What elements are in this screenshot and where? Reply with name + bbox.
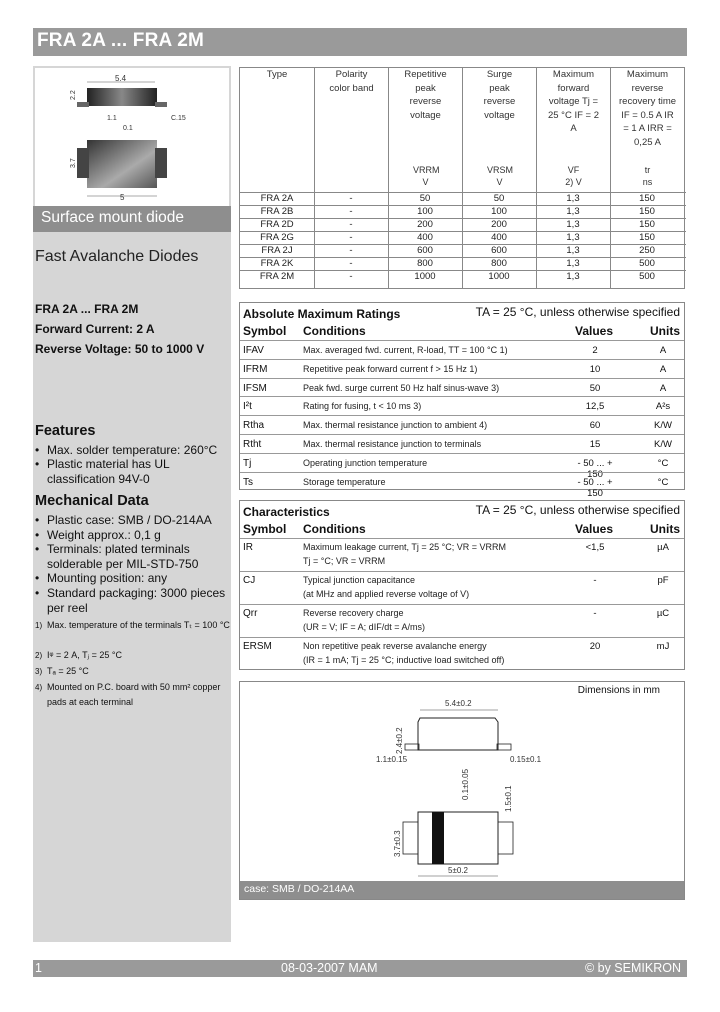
mech-item: • Plastic case: SMB / DO-214AA <box>35 513 212 527</box>
product-subtitle: Fast Avalanche Diodes <box>35 248 199 265</box>
characteristic-val: - <box>593 608 597 619</box>
mech-item: • Standard packaging: 3000 pieces per reel <box>35 586 226 615</box>
table-cell: 150 <box>639 232 655 243</box>
table-cell: 400 <box>417 232 433 243</box>
symbol-vf: VF 2) V <box>565 165 582 187</box>
dim-c: C.15 <box>171 115 186 122</box>
table-cell: 1000 <box>488 271 510 282</box>
table-cell: FRA 2D <box>260 219 294 230</box>
footnote: 4) Mounted on P.C. board with 50 mm² copper pads at each terminal <box>35 682 221 707</box>
abs-max-table <box>239 302 685 499</box>
characteristic-text: Non repetitive peak reverse avalanche energy <box>303 641 487 651</box>
dim-c-label: 0.15±0.1 <box>510 755 542 764</box>
footnote: 1) Max. temperature of the terminals Tₜ = 100 °C <box>35 620 230 630</box>
table-cell: 600 <box>491 245 507 256</box>
rating-val: - 50 ... + 150 <box>577 457 613 480</box>
table-cell: 200 <box>491 219 507 230</box>
characteristic-unit: pF <box>657 575 669 586</box>
rating-sym: I²t <box>243 401 252 413</box>
rating-text: Repetitive peak forward current f > 15 Hz 1) <box>303 363 478 374</box>
header-symbol: Symbol <box>243 522 287 536</box>
rating-sym: IFAV <box>243 345 264 356</box>
header-values: Values <box>575 522 614 536</box>
table-cell: - <box>349 271 353 282</box>
abs-max-title: Absolute Maximum Ratings <box>243 307 401 321</box>
rating-unit: K/W <box>654 439 672 450</box>
rating-text: Max. thermal resistance junction to ambient 4) <box>303 420 488 431</box>
header-type: Type <box>266 69 288 80</box>
table-row <box>240 270 686 283</box>
title-bar <box>33 28 687 56</box>
rating-val: 2 <box>592 345 598 356</box>
dim-bottom-label: 5±0.2 <box>448 866 468 875</box>
table-cell: FRA 2B <box>260 206 294 217</box>
rating-sym: IFSM <box>243 382 267 394</box>
case-label: case: SMB / DO-214AA <box>240 881 684 899</box>
rating-sym: IFRM <box>243 363 268 375</box>
table-cell: 150 <box>639 193 655 204</box>
characteristic-val: 20 <box>589 641 601 652</box>
header-conditions: Conditions <box>303 522 366 536</box>
table-cell: 250 <box>639 245 655 256</box>
rating-unit: A²s <box>655 401 671 413</box>
rating-unit: A <box>659 345 667 356</box>
header-polarity: Polarity color band <box>329 69 374 94</box>
rating-sym: Tj <box>243 457 252 469</box>
table-cell: FRA 2M <box>259 271 295 282</box>
rating-unit: °C <box>657 457 669 469</box>
table-cell: 150 <box>639 219 655 230</box>
table-cell: 50 <box>493 193 505 204</box>
footnote: 2) Iᵠ = 2 A, Tⱼ = 25 °C <box>35 650 123 660</box>
rating-text: Rating for fusing, t < 10 ms 3) <box>303 401 422 412</box>
rating-text: Operating junction temperature <box>303 457 428 468</box>
dim-lead-label: 1.1±0.15 <box>376 755 408 764</box>
table-cell: - <box>349 258 353 269</box>
rating-row <box>240 359 684 378</box>
rating-sym: Rtht <box>243 439 262 450</box>
table-cell: - <box>349 206 353 217</box>
dim-top: 5.4 <box>115 74 127 83</box>
characteristic-sym: ERSM <box>243 641 272 652</box>
characteristics-condition: TA = 25 °C, unless otherwise specified <box>475 503 680 517</box>
rating-row <box>240 340 684 359</box>
dim-lead: 1.1 <box>107 115 117 122</box>
table-cell: 800 <box>491 258 507 269</box>
rating-row <box>240 453 684 480</box>
rating-val: 10 <box>589 363 601 375</box>
header-units: Units <box>650 522 680 536</box>
rating-unit: A <box>659 382 667 394</box>
characteristic-row <box>240 538 684 571</box>
rating-val: - 50 ... + 150 <box>577 476 613 499</box>
symbol-vrrm: VRRM V <box>413 165 440 187</box>
rating-row <box>240 396 684 415</box>
characteristics-table <box>239 500 685 670</box>
characteristic-row <box>240 637 684 670</box>
symbol-trr: tr ns <box>642 165 653 187</box>
surface-mount-label: Surface mount diode <box>33 206 231 232</box>
rating-row <box>240 472 684 499</box>
rating-text: Storage temperature <box>303 476 386 487</box>
dim-height-label: 2.4±0.2 <box>395 727 404 754</box>
table-cell: FRA 2G <box>260 232 294 243</box>
dimensions-title: Dimensions in mm <box>577 685 660 696</box>
table-row <box>240 231 686 244</box>
header-vf: Maximum forward voltage Tj = 25 °C IF = 2 A <box>547 69 600 134</box>
spec-forward-current: Forward Current: 2 A <box>35 322 155 336</box>
rating-unit: A <box>659 363 667 375</box>
dim-lead2: 0.1 <box>123 125 133 132</box>
table-cell: 100 <box>417 206 433 217</box>
footnote: 3) Tₐ = 25 °C <box>35 666 89 676</box>
dimension-drawing <box>240 682 684 882</box>
header-conditions: Conditions <box>303 324 366 338</box>
table-cell: 150 <box>639 206 655 217</box>
rating-val: 15 <box>589 439 601 450</box>
mech-item: • Terminals: plated terminals solderable per MIL-STD-750 <box>35 542 199 571</box>
table-cell: - <box>349 232 353 243</box>
rating-row <box>240 415 684 434</box>
characteristic-text2: (IR = 1 mA; Tj = 25 °C; inductive load switched off) <box>303 655 505 665</box>
table-cell: 1,3 <box>566 193 580 204</box>
footer-copyright: © by SEMIKRON <box>584 961 681 975</box>
dim-w-label: 1.5±0.1 <box>504 785 513 812</box>
table-cell: 1,3 <box>566 232 580 243</box>
type-table <box>239 67 685 289</box>
characteristic-unit: mJ <box>656 641 670 652</box>
table-cell: 600 <box>417 245 433 256</box>
header-values: Values <box>575 324 614 338</box>
rating-unit: K/W <box>654 420 672 432</box>
characteristics-title: Characteristics <box>243 505 330 519</box>
rating-row <box>240 378 684 397</box>
page-title: FRA 2A ... FRA 2M <box>37 30 205 51</box>
table-cell: 500 <box>639 258 655 269</box>
table-cell: 200 <box>417 219 433 230</box>
table-cell: 100 <box>491 206 507 217</box>
dim-v-label: 0.1±0.05 <box>461 768 470 800</box>
table-cell: 50 <box>419 193 431 204</box>
table-cell: 800 <box>417 258 433 269</box>
characteristic-sym: Qrr <box>243 608 258 619</box>
rating-text: Max. thermal resistance junction to terminals <box>303 439 482 449</box>
rating-text: Peak fwd. surge current 50 Hz half sinus-wave 3) <box>303 382 500 393</box>
dim-h2: 3.7 <box>70 158 77 168</box>
table-cell: 1000 <box>414 271 436 282</box>
characteristic-text2: Tj = °C; VR = VRRM <box>303 556 386 566</box>
characteristic-unit: µA <box>657 542 669 553</box>
characteristic-text: Maximum leakage current, Tj = 25 °C; VR = VRRM <box>303 542 507 552</box>
characteristic-unit: µC <box>656 608 670 619</box>
package-drawing <box>35 68 229 206</box>
rating-unit: °C <box>657 476 669 488</box>
features-heading: Features <box>35 423 96 439</box>
header-units: Units <box>650 324 680 338</box>
table-cell: - <box>349 193 353 204</box>
table-row <box>240 257 686 270</box>
rating-row <box>240 434 684 453</box>
table-cell: 500 <box>639 271 655 282</box>
characteristic-val: - <box>593 575 597 586</box>
table-cell: 1,3 <box>566 245 580 256</box>
rating-val: 50 <box>589 382 601 394</box>
dimensions-panel <box>239 681 685 900</box>
header-vrsm: Surge peak reverse voltage <box>483 69 516 121</box>
table-row <box>240 218 686 231</box>
table-cell: FRA 2A <box>260 193 294 204</box>
feature-item: • Max. solder temperature: 260°C <box>35 443 218 457</box>
characteristic-text2: (UR = V; IF = A; dIF/dt = A/ms) <box>303 622 425 632</box>
characteristic-text: Typical junction capacitance <box>303 575 416 585</box>
characteristic-row <box>240 604 684 637</box>
spec-reverse-voltage: Reverse Voltage: 50 to 1000 V <box>35 342 205 356</box>
table-row <box>240 192 686 205</box>
characteristic-val: <1,5 <box>585 542 605 553</box>
symbol-vrsm: VRSM V <box>487 165 514 187</box>
header-symbol: Symbol <box>243 324 287 338</box>
left-column <box>33 66 231 942</box>
rating-sym: Rtha <box>243 420 265 432</box>
characteristic-sym: CJ <box>243 575 256 586</box>
characteristic-text: Reverse recovery charge <box>303 608 404 618</box>
rating-val: 12,5 <box>585 401 605 413</box>
abs-max-condition: TA = 25 °C, unless otherwise specified <box>475 305 680 319</box>
dim-top-label: 5.4±0.2 <box>445 699 472 708</box>
table-row <box>240 205 686 218</box>
table-cell: 1,3 <box>566 271 580 282</box>
package-outline-drawing <box>35 68 229 206</box>
table-cell: - <box>349 219 353 230</box>
table-cell: 1,3 <box>566 206 580 217</box>
characteristic-row <box>240 571 684 604</box>
feature-item: • Plastic material has UL classification 94V-0 <box>35 457 170 486</box>
footer-date: 08-03-2007 MAM <box>281 961 378 975</box>
table-cell: 1,3 <box>566 219 580 230</box>
table-row <box>240 244 686 257</box>
characteristic-text2: (at MHz and applied reverse voltage of V) <box>303 589 470 599</box>
table-cell: - <box>349 245 353 256</box>
rating-text: Max. averaged fwd. current, R-load, TT = 100 °C 1) <box>303 345 508 355</box>
table-cell: 1,3 <box>566 258 580 269</box>
mech-item: • Weight approx.: 0,1 g <box>35 528 161 542</box>
mechanical-heading: Mechanical Data <box>35 493 149 509</box>
header-vrrm: Repetitive peak reverse voltage <box>404 69 447 121</box>
table-cell: FRA 2J <box>261 245 293 256</box>
table-cell: 400 <box>491 232 507 243</box>
mech-item: • Mounting position: any <box>35 571 168 585</box>
page-number: 1 <box>35 961 42 975</box>
dim-h2-label: 3.7±0.3 <box>393 830 402 857</box>
dim-h1: 2.2 <box>70 90 77 100</box>
rating-val: 60 <box>589 420 601 432</box>
dim-bottom: 5 <box>120 193 125 202</box>
table-cell: FRA 2K <box>260 258 294 269</box>
header-trr: Maximum reverse recovery time IF = 0.5 A IR = 1 A IRR = 0,25 A <box>619 69 677 148</box>
footer-bar <box>33 960 687 977</box>
rating-sym: Ts <box>243 476 253 488</box>
characteristic-sym: IR <box>243 542 253 553</box>
spec-type-range: FRA 2A ... FRA 2M <box>35 302 139 316</box>
